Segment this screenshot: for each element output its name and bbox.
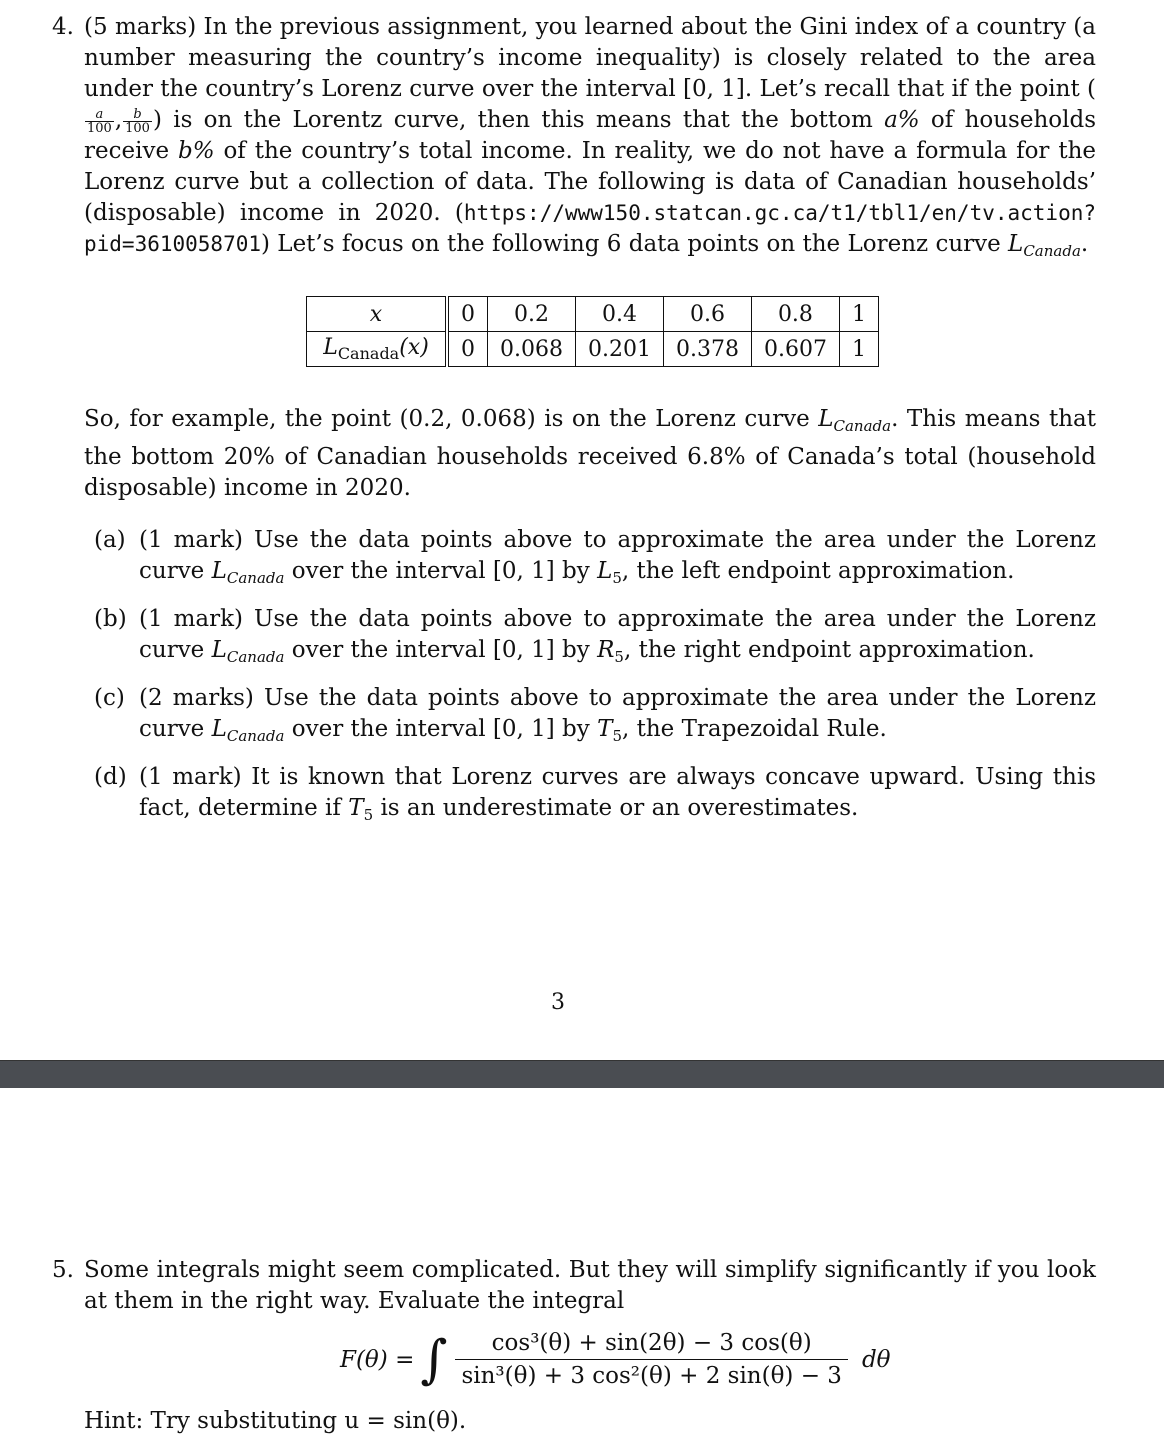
problem-4-text: In the previous assignment, you learned about the Gini index of a country (a number measuring the country’s income inequality) is closely related to the area under the country’s Lorenz curve over the interval [0, 1]. Let’s recall that if the point (: [84, 14, 1096, 102]
lorenz-data-table: [306, 296, 879, 367]
table-cell: 0.4: [575, 297, 663, 332]
table-cell: 0.8: [751, 297, 839, 332]
table-cell: 1: [839, 332, 878, 367]
table-cell: 0: [447, 297, 488, 332]
problem-4-text: of households receive: [84, 107, 1096, 164]
table-row-x: [307, 297, 879, 332]
curve-symbol: L: [1008, 231, 1024, 257]
problem-4-parts: [84, 525, 1096, 841]
table-cell: 0.2: [488, 297, 576, 332]
problem-4-number: 4.: [52, 14, 74, 40]
table-cell: 0.6: [663, 297, 751, 332]
part-label: (a): [94, 527, 126, 553]
table-row-l: [307, 332, 879, 367]
table-cell: 0: [447, 332, 488, 367]
table-cell: 0.068: [488, 332, 576, 367]
problem-4: [52, 12, 1096, 267]
part-a: (a) (1 mark) Use the data points above to approximate the area under the Lorenz curve $L_{Canada}$ over the interval [0, 1] by $L_5$, the left endpoint approximation.: [94, 527, 1096, 587]
period: .: [1080, 231, 1089, 257]
problem-4-text: ) Let’s focus on the following 6 data points on the Lorenz curve: [261, 231, 1009, 257]
problem-4-text: ) is on the Lorentz curve, then this means that the bottom: [152, 107, 885, 133]
part-c: (c) (2 marks) Use the data points above to approximate the area under the Lorenz curve $L_{Canada}$ over the interval [0, 1] by $T_5$, the Trapezoidal Rule.: [94, 685, 1096, 745]
differential: dθ: [861, 1346, 891, 1373]
a-percent: a%: [884, 107, 920, 133]
page-divider: [0, 1060, 1164, 1089]
integral-formula: [340, 1330, 891, 1389]
problem-4-text: of the country’s total income. In reality, we do not have a formula for the Lorenz curve but a collection of data. The following is data of Canadian households’ (disposable) income in 2020. (: [84, 138, 1096, 226]
problem-5-statement: Some integrals might seem complicated. But they will simplify significantly if you look at them in the right way. Evaluate the integral: [84, 1257, 1096, 1314]
problem-4-marks: (5 marks): [84, 14, 197, 40]
row-header-l: $L_{Canada}(x)$: [307, 332, 448, 367]
statcan-url: https://www150.statcan.gc.ca/t1/tbl1/en/tv.action?pid=3610058701: [84, 201, 1096, 256]
problem-5-number: 5.: [52, 1257, 74, 1283]
row-header-x: x: [307, 297, 448, 332]
b-percent: b%: [177, 138, 215, 164]
table-cell: 0.201: [575, 332, 663, 367]
problem-5: [52, 1255, 1096, 1317]
problem-4-statement: (5 marks) In the previous assignment, you learned about the Gini index of a country (a number measuring the country’s income inequality) is closely related to the area under the country’s Lorenz curve over the interval [0, 1]. Let’s recall that if the point ( $\frac{a}{100}$ , $\frac{b}{100}$ ) is on the Lorentz curve, then this means that the bottom a% of households receive b% of the country’s total income. In reality, we do not have a formula for the Lorenz curve but a collection of data. The following is data of Canadian households’ (disposable) income in 2020. (https://www150.statcan.gc.ca/t1/tbl1/en/tv.action?pid=3610058701) Let’s focus on the following 6 data points on the Lorenz curve $L_{Canada}$.: [84, 14, 1096, 260]
table-cell: 0.607: [751, 332, 839, 367]
part-d: (d) (1 mark) It is known that Lorenz curves are always concave upward. Using this fact, determine if $T_5$ is an underestimate or an overestimates.: [94, 764, 1096, 824]
fraction-b: $\frac{b}{100}$: [125, 106, 150, 136]
integral-sign: ∫: [420, 1329, 448, 1390]
part-label: (d): [94, 764, 127, 790]
table-cell: 0.378: [663, 332, 751, 367]
integrand-numerator: cos³(θ) + sin(2θ) − 3 cos(θ): [455, 1330, 848, 1360]
hint-text: Hint: Try substituting u = sin(θ).: [84, 1408, 467, 1434]
integrand-fraction: [455, 1330, 848, 1389]
table-cell: 1: [839, 297, 878, 332]
example-paragraph: So, for example, the point (0.2, 0.068) is on the Lorenz curve $L_{Canada}$. This means that the bottom 20% of Canadian households received 6.8% of Canada’s total (household disposable) income in 2020.: [84, 406, 1096, 501]
part-label: (c): [94, 685, 125, 711]
part-label: (b): [94, 606, 127, 632]
fraction-a: $\frac{a}{100}$: [87, 106, 112, 136]
formula-lhs: F(θ) =: [340, 1346, 415, 1373]
part-b: (b) (1 mark) Use the data points above to approximate the area under the Lorenz curve $L_{Canada}$ over the interval [0, 1] by $R_5$, the right endpoint approximation.: [94, 606, 1096, 666]
curve-subscript: Canada: [1023, 242, 1081, 260]
integrand-denominator: sin³(θ) + 3 cos²(θ) + 2 sin(θ) − 3: [461, 1363, 842, 1389]
page-number: 3: [551, 990, 565, 1015]
